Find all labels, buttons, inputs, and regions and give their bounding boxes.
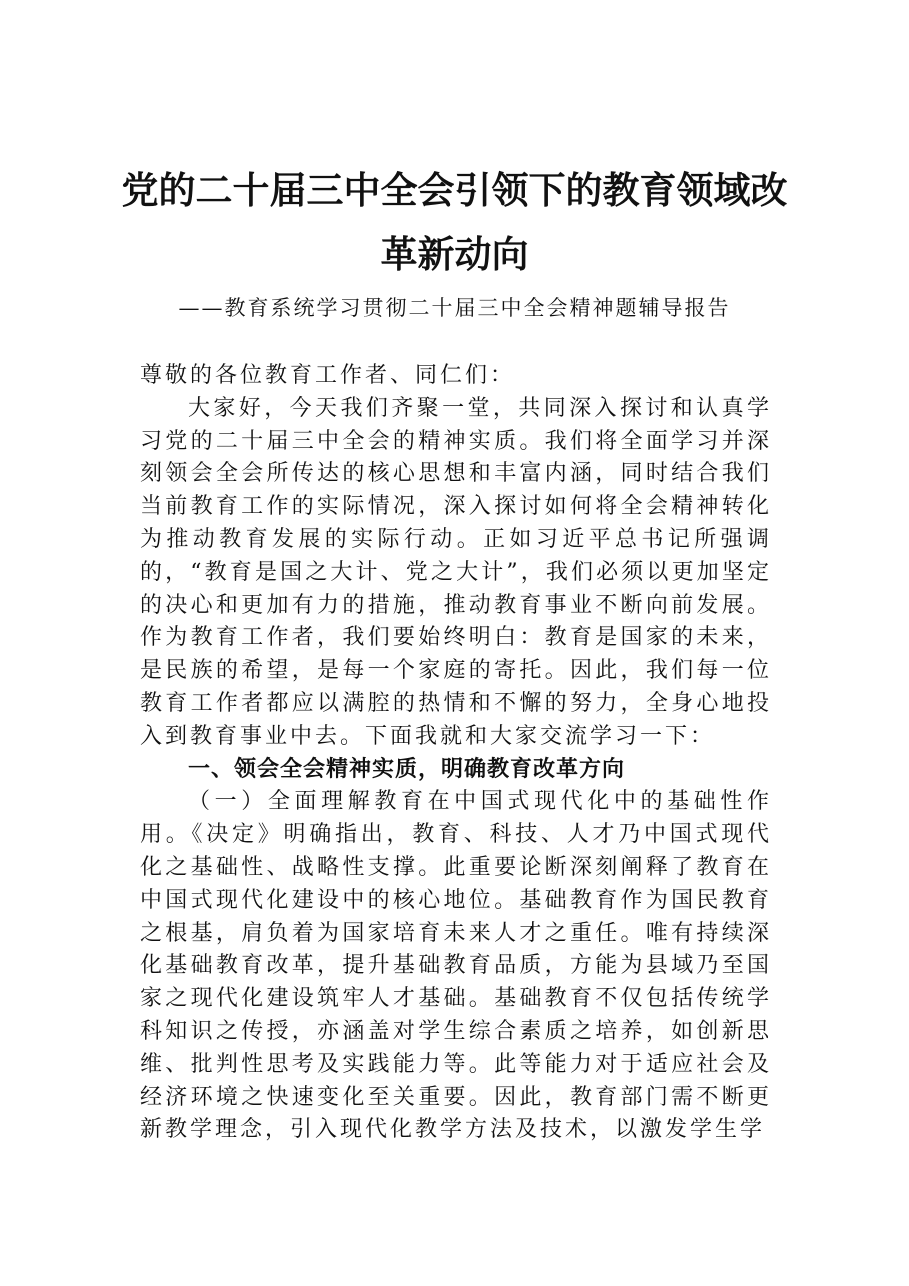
paragraph-opening: 大家好，今天我们齐聚一堂，共同深入探讨和认真学习党的二十届三中全会的精神实质。我们将全面学习并深刻领会全会所传达的核心思想和丰富内涵，同时结合我们当前教育工作的实际情况，深入探讨如何将全会精神转化为推动教育发展的实际行动。正如习近平总书记所强调的，“教育是国之大计、党之大计”，我们必须以更加坚定的决心和更加有力的措施，推动教育事业不断向前发展。作为教育工作者，我们要始终明白：教育是国家的未来，是民族的希望，是每一个家庭的寄托。因此，我们每一位教育工作者都应以满腔的热情和不懈的努力，全身心地投入到教育事业中去。下面我就和大家交流学习一下： <box>140 395 772 749</box>
paragraph-section-1: （一）全面理解教育在中国式现代化中的基础性作用。《决定》明确指出，教育、科技、人才乃中国式现代化之基础性、战略性支撑。此重要论断深刻阐释了教育在中国式现代化建设中的核心地位。基础教育作为国民教育之根基，肩负着为国家培育未来人才之重任。唯有持续深化基础教育改革，提升基础教育品质，方能为县域乃至国家之现代化建设筑牢人才基础。基础教育不仅包括传统学科知识之传授，亦涵盖对学生综合素质之培养，如创新思维、批判性思考及实践能力等。此等能力对于适应社会及经济环境之快速变化至关重要。因此，教育部门需不断更新教学理念，引入现代化教学方法及技术，以激发学生学 <box>140 789 772 1143</box>
document-body <box>140 360 772 1147</box>
document-title-line-1: 党的二十届三中全会引领下的教育领域改 <box>121 168 788 212</box>
document-subtitle: ——教育系统学习贯彻二十届三中全会精神题辅导报告 <box>178 296 731 320</box>
section-heading: 一、领会全会精神实质，明确教育改革方向 <box>188 756 626 782</box>
salutation: 尊敬的各位教育工作者、同仁们： <box>140 363 516 388</box>
document-title-line-2: 革新动向 <box>380 232 529 276</box>
